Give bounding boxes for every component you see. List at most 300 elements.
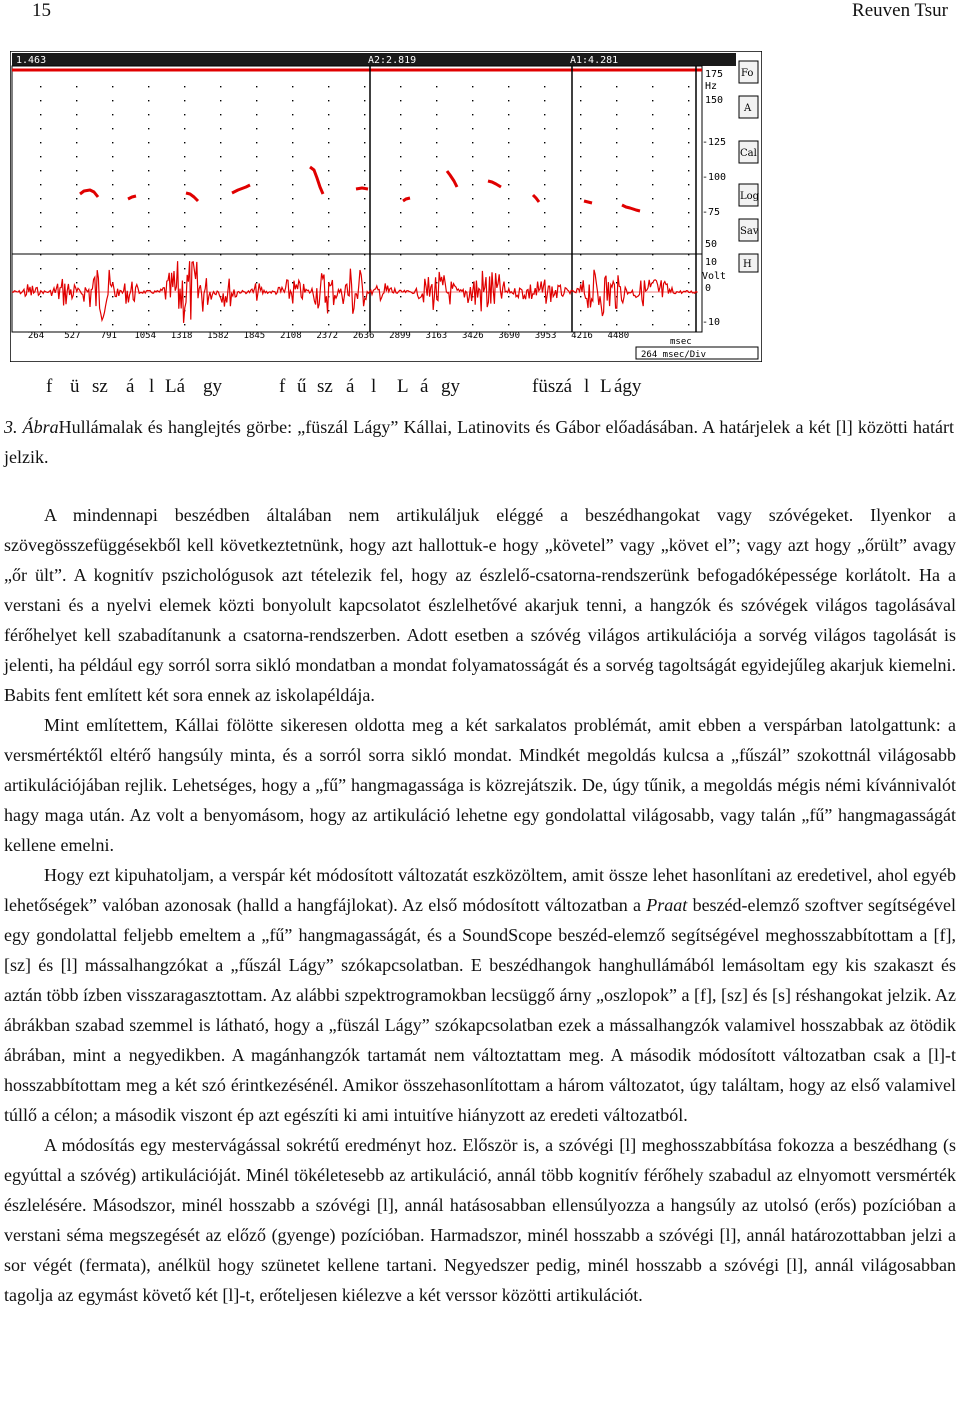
grid-dot <box>112 86 113 87</box>
grid-dot <box>436 212 437 213</box>
grid-dot <box>76 254 77 255</box>
syllable-label: ü <box>70 376 80 397</box>
grid-dot <box>580 240 581 241</box>
grid-dot <box>328 324 329 325</box>
grid-dot <box>400 226 401 227</box>
grid-dot <box>688 86 689 87</box>
grid-dot <box>364 324 365 325</box>
grid-dot <box>328 268 329 269</box>
grid-dot <box>292 142 293 143</box>
grid-dot <box>40 170 41 171</box>
grid-dot <box>436 170 437 171</box>
grid-dot <box>472 170 473 171</box>
paragraph-3-part-1: Hogy ezt kipuhatoljam, a verspár két módosított változatát eszközöltem, amit össze lehet hasonlítani az eredetivel, ahol egyéb lehetőségek” valóban azonosak (halld a hangfájlokat). Az első módosított változatban a <box>4 865 956 915</box>
grid-dot <box>580 170 581 171</box>
grid-dot <box>508 142 509 143</box>
syllable-label: L <box>600 376 612 397</box>
grid-dot <box>436 86 437 87</box>
grid-dot <box>652 324 653 325</box>
grid-dot <box>364 184 365 185</box>
grid-dot <box>652 240 653 241</box>
grid-dot <box>400 282 401 283</box>
grid-dot <box>76 240 77 241</box>
grid-dot <box>400 310 401 311</box>
grid-dot <box>364 128 365 129</box>
grid-dot <box>184 240 185 241</box>
syllable-label: á <box>346 376 355 397</box>
grid-dot <box>76 156 77 157</box>
grid-dot <box>292 268 293 269</box>
grid-dot <box>292 324 293 325</box>
grid-dot <box>220 310 221 311</box>
grid-dot <box>400 254 401 255</box>
grid-dot <box>508 240 509 241</box>
grid-dot <box>148 184 149 185</box>
grid-dot <box>544 170 545 171</box>
grid-dot <box>148 282 149 283</box>
readout-1: 1.463 <box>16 55 47 66</box>
grid-dot <box>112 128 113 129</box>
grid-dot <box>40 268 41 269</box>
grid-dot <box>544 324 545 325</box>
grid-dot <box>688 282 689 283</box>
grid-dot <box>292 240 293 241</box>
grid-dot <box>220 198 221 199</box>
grid-dot <box>436 128 437 129</box>
grid-dot <box>220 142 221 143</box>
grid-dot <box>508 282 509 283</box>
grid-dot <box>76 170 77 171</box>
time-tick-label: 1318 <box>170 331 193 341</box>
grid-dot <box>76 268 77 269</box>
page-number: 15 <box>32 0 51 21</box>
grid-dot <box>148 212 149 213</box>
grid-dot <box>220 240 221 241</box>
grid-dot <box>616 170 617 171</box>
waveform-pitch-figure <box>10 51 762 362</box>
grid-dot <box>544 184 545 185</box>
grid-dot <box>652 268 653 269</box>
grid-dot <box>436 310 437 311</box>
grid-dot <box>508 198 509 199</box>
caption-text: Hullámalak és hanglejtés görbe: „füszál Lágy” Kállai, Latinovits és Gábor előadásában. A határjelek a két [l] közötti határt jelzik. <box>4 417 955 467</box>
time-tick-label: 264 <box>27 331 45 341</box>
grid-dot <box>616 268 617 269</box>
grid-dot <box>616 240 617 241</box>
syllable-label: sz <box>317 376 333 397</box>
grid-dot <box>328 198 329 199</box>
time-tick-label: 791 <box>100 331 117 341</box>
pitch-segment <box>356 188 368 189</box>
grid-dot <box>256 324 257 325</box>
grid-dot <box>292 254 293 255</box>
grid-dot <box>256 156 257 157</box>
grid-dot <box>40 296 41 297</box>
syllable-label: füszá <box>532 376 573 397</box>
syllable-label: l <box>371 376 377 397</box>
time-tick-label: 527 <box>64 331 81 341</box>
grid-dot <box>40 310 41 311</box>
grid-dot <box>508 114 509 115</box>
grid-dot <box>652 296 653 297</box>
time-tick-label: 4216 <box>571 331 593 341</box>
grid-dot <box>580 184 581 185</box>
grid-dot <box>148 240 149 241</box>
grid-dot <box>472 184 473 185</box>
grid-dot <box>184 156 185 157</box>
grid-dot <box>580 100 581 101</box>
grid-dot <box>652 128 653 129</box>
grid-dot <box>580 198 581 199</box>
grid-dot <box>616 226 617 227</box>
grid-dot <box>580 254 581 255</box>
syllable-label: á <box>420 376 429 397</box>
syllable-label: ágy <box>614 376 642 397</box>
grid-dot <box>436 240 437 241</box>
grid-dot <box>688 296 689 297</box>
grid-dot <box>688 240 689 241</box>
time-tick-label: 2899 <box>389 331 411 341</box>
grid-dot <box>76 114 77 115</box>
syllable-label: sz <box>92 376 108 397</box>
grid-dot <box>544 310 545 311</box>
caption-label: 3. Ábra <box>4 417 59 437</box>
grid-dot <box>112 324 113 325</box>
pitch-label-50: 50 <box>705 239 718 250</box>
syllable-label: l <box>149 376 155 397</box>
grid-dot <box>40 184 41 185</box>
running-author: Reuven Tsur <box>852 0 948 21</box>
grid-dot <box>544 198 545 199</box>
grid-dot <box>76 142 77 143</box>
time-scale: 264 msec/Div <box>641 350 707 360</box>
grid-dot <box>472 100 473 101</box>
pitch-label-125: -125 <box>702 137 727 148</box>
grid-dot <box>148 100 149 101</box>
grid-dot <box>148 268 149 269</box>
grid-dot <box>220 114 221 115</box>
grid-dot <box>616 184 617 185</box>
grid-dot <box>580 282 581 283</box>
grid-dot <box>436 268 437 269</box>
grid-dot <box>544 86 545 87</box>
grid-dot <box>328 212 329 213</box>
grid-dot <box>688 128 689 129</box>
grid-dot <box>76 310 77 311</box>
grid-dot <box>688 184 689 185</box>
grid-dot <box>616 324 617 325</box>
grid-dot <box>652 114 653 115</box>
grid-dot <box>436 100 437 101</box>
grid-dot <box>148 170 149 171</box>
grid-dot <box>616 86 617 87</box>
volt-label-0: 0 <box>705 283 712 294</box>
grid-dot <box>112 296 113 297</box>
grid-dot <box>472 268 473 269</box>
readout-2: A2:2.819 <box>368 55 417 66</box>
grid-dot <box>184 324 185 325</box>
paragraph-3-praat: Praat <box>646 895 688 915</box>
grid-dot <box>508 156 509 157</box>
grid-dot <box>400 324 401 325</box>
grid-dot <box>472 254 473 255</box>
grid-dot <box>220 324 221 325</box>
grid-dot <box>652 100 653 101</box>
grid-dot <box>184 198 185 199</box>
grid-dot <box>256 212 257 213</box>
grid-dot <box>508 324 509 325</box>
grid-dot <box>148 324 149 325</box>
grid-dot <box>364 226 365 227</box>
grid-dot <box>112 212 113 213</box>
grid-dot <box>256 100 257 101</box>
grid-dot <box>652 156 653 157</box>
pitch-label-175: 175 <box>705 69 724 80</box>
grid-dot <box>40 100 41 101</box>
grid-dot <box>436 324 437 325</box>
grid-dot <box>508 100 509 101</box>
grid-dot <box>148 142 149 143</box>
grid-dot <box>544 128 545 129</box>
grid-dot <box>292 100 293 101</box>
grid-dot <box>652 310 653 311</box>
grid-dot <box>256 240 257 241</box>
grid-dot <box>508 310 509 311</box>
grid-dot <box>400 86 401 87</box>
grid-dot <box>184 184 185 185</box>
grid-dot <box>508 226 509 227</box>
grid-dot <box>256 310 257 311</box>
grid-dot <box>616 156 617 157</box>
grid-dot <box>256 142 257 143</box>
grid-dot <box>616 100 617 101</box>
grid-dot <box>400 212 401 213</box>
grid-dot <box>184 254 185 255</box>
grid-dot <box>76 198 77 199</box>
grid-dot <box>148 254 149 255</box>
syllable-labels <box>0 376 960 400</box>
grid-dot <box>364 142 365 143</box>
grid-dot <box>148 156 149 157</box>
side-button-cal[interactable]: Cal <box>740 148 757 159</box>
grid-dot <box>580 86 581 87</box>
grid-dot <box>112 226 113 227</box>
grid-dot <box>364 86 365 87</box>
grid-dot <box>544 254 545 255</box>
grid-dot <box>688 114 689 115</box>
pitch-unit: Hz <box>705 81 718 92</box>
side-button-log[interactable]: Log <box>740 191 760 202</box>
grid-dot <box>112 100 113 101</box>
grid-dot <box>148 296 149 297</box>
grid-dot <box>436 254 437 255</box>
syllable-label: á <box>126 376 135 397</box>
grid-dot <box>112 114 113 115</box>
grid-dot <box>508 170 509 171</box>
grid-dot <box>616 212 617 213</box>
grid-dot <box>256 254 257 255</box>
grid-dot <box>544 142 545 143</box>
grid-dot <box>436 226 437 227</box>
grid-dot <box>472 240 473 241</box>
grid-dot <box>508 268 509 269</box>
grid-dot <box>472 310 473 311</box>
grid-dot <box>112 184 113 185</box>
grid-dot <box>688 100 689 101</box>
grid-dot <box>256 226 257 227</box>
grid-dot <box>328 100 329 101</box>
grid-dot <box>472 142 473 143</box>
syllable-label: ű <box>297 376 307 397</box>
readout-3: A1:4.281 <box>570 55 619 66</box>
grid-dot <box>292 282 293 283</box>
grid-dot <box>652 170 653 171</box>
paragraph-4: A módosítás egy mestervágással sokrétű eredményt hoz. Először is, a szóvégi [l] meghosszabbítása fokozza a beszédhang (s egyúttal a szóvég) artikulációját. Minél tökéletesebb az artikuláció, annál több kognitív férőhely szabadul az elnyomott versmérték észlelésére. Másodszor, minél hosszabb a szóvégi [l], annál hatásosabban ellensúlyozza a hangsúly az utolsó (erős) pozícióban a verstani séma megszegését az előző (gyenge) pozícióban. Harmadszor, minél hosszabb a szóvégi [l], annál határozottabban jelzi a sor végét (fermata), anélkül hogy szünetet kellene tartani. Negyedszer pedig, minél hosszabb a szóvégi [l], annál világosabban tagolja az egymást követő két [l]-t, erőteljesen kiélezve a két verssor közötti artikulációt. <box>4 1135 956 1305</box>
grid-dot <box>400 296 401 297</box>
time-unit: msec <box>670 337 692 347</box>
grid-dot <box>256 268 257 269</box>
grid-dot <box>184 226 185 227</box>
figure-caption <box>4 412 954 472</box>
grid-dot <box>220 268 221 269</box>
side-button-h[interactable]: H <box>743 259 752 270</box>
side-button-fo[interactable]: Fo <box>741 68 754 79</box>
grid-dot <box>580 156 581 157</box>
grid-dot <box>40 240 41 241</box>
body-text <box>4 500 956 1310</box>
grid-dot <box>364 114 365 115</box>
grid-dot <box>112 268 113 269</box>
grid-dot <box>328 170 329 171</box>
grid-dot <box>148 128 149 129</box>
grid-dot <box>436 184 437 185</box>
grid-dot <box>328 142 329 143</box>
grid-dot <box>364 156 365 157</box>
pitch-label-100: -100 <box>702 172 727 183</box>
grid-dot <box>328 86 329 87</box>
grid-dot <box>40 142 41 143</box>
grid-dot <box>76 100 77 101</box>
grid-dot <box>508 184 509 185</box>
grid-dot <box>112 240 113 241</box>
grid-dot <box>292 226 293 227</box>
grid-dot <box>688 156 689 157</box>
grid-dot <box>40 198 41 199</box>
grid-dot <box>364 268 365 269</box>
time-tick-label: 3163 <box>425 331 448 341</box>
side-button-a[interactable]: A <box>744 103 752 114</box>
pitch-label-150: 150 <box>705 95 724 106</box>
grid-dot <box>292 170 293 171</box>
grid-dot <box>184 212 185 213</box>
grid-dot <box>112 310 113 311</box>
grid-dot <box>544 114 545 115</box>
grid-dot <box>652 226 653 227</box>
grid-dot <box>256 282 257 283</box>
grid-dot <box>112 170 113 171</box>
grid-dot <box>364 212 365 213</box>
grid-dot <box>544 100 545 101</box>
grid-dot <box>652 86 653 87</box>
time-tick-label: 1054 <box>134 331 157 341</box>
grid-dot <box>472 324 473 325</box>
grid-dot <box>688 324 689 325</box>
grid-dot <box>292 184 293 185</box>
grid-dot <box>472 114 473 115</box>
grid-dot <box>436 114 437 115</box>
grid-dot <box>508 254 509 255</box>
grid-dot <box>112 254 113 255</box>
grid-dot <box>40 114 41 115</box>
paragraph-3 <box>4 860 956 1130</box>
grid-dot <box>364 100 365 101</box>
time-tick-label: 3426 <box>461 331 484 341</box>
grid-dot <box>148 226 149 227</box>
grid-dot <box>76 86 77 87</box>
grid-dot <box>436 142 437 143</box>
side-button-sav[interactable]: Sav <box>740 226 759 237</box>
grid-dot <box>580 268 581 269</box>
grid-dot <box>256 184 257 185</box>
grid-dot <box>328 226 329 227</box>
grid-dot <box>544 240 545 241</box>
grid-dot <box>148 198 149 199</box>
grid-dot <box>220 170 221 171</box>
grid-dot <box>544 212 545 213</box>
volt-unit: Volt <box>702 271 727 282</box>
grid-dot <box>220 212 221 213</box>
syllable-label: f <box>279 376 286 397</box>
grid-dot <box>364 170 365 171</box>
grid-dot <box>76 296 77 297</box>
grid-dot <box>76 282 77 283</box>
grid-dot <box>40 128 41 129</box>
grid-dot <box>292 198 293 199</box>
grid-dot <box>256 86 257 87</box>
grid-dot <box>616 128 617 129</box>
grid-dot <box>400 170 401 171</box>
grid-dot <box>184 282 185 283</box>
grid-dot <box>472 156 473 157</box>
grid-dot <box>220 254 221 255</box>
grid-dot <box>256 128 257 129</box>
grid-dot <box>220 86 221 87</box>
grid-dot <box>184 296 185 297</box>
grid-dot <box>508 86 509 87</box>
grid-dot <box>616 142 617 143</box>
grid-dot <box>148 86 149 87</box>
grid-dot <box>328 240 329 241</box>
time-tick-label: 4480 <box>607 331 630 341</box>
grid-dot <box>364 296 365 297</box>
syllable-label: L <box>397 376 409 397</box>
syllable-label: gy <box>441 376 460 397</box>
pitch-label-75: -75 <box>702 207 721 218</box>
grid-dot <box>400 240 401 241</box>
grid-dot <box>472 198 473 199</box>
syllable-label: gy <box>203 376 222 397</box>
grid-dot <box>292 128 293 129</box>
grid-dot <box>652 212 653 213</box>
grid-dot <box>184 128 185 129</box>
grid-dot <box>220 282 221 283</box>
grid-dot <box>292 212 293 213</box>
time-tick-label: 1582 <box>207 331 229 341</box>
grid-dot <box>400 184 401 185</box>
grid-dot <box>364 282 365 283</box>
grid-dot <box>472 86 473 87</box>
volt-label-minus10: -10 <box>702 317 721 328</box>
